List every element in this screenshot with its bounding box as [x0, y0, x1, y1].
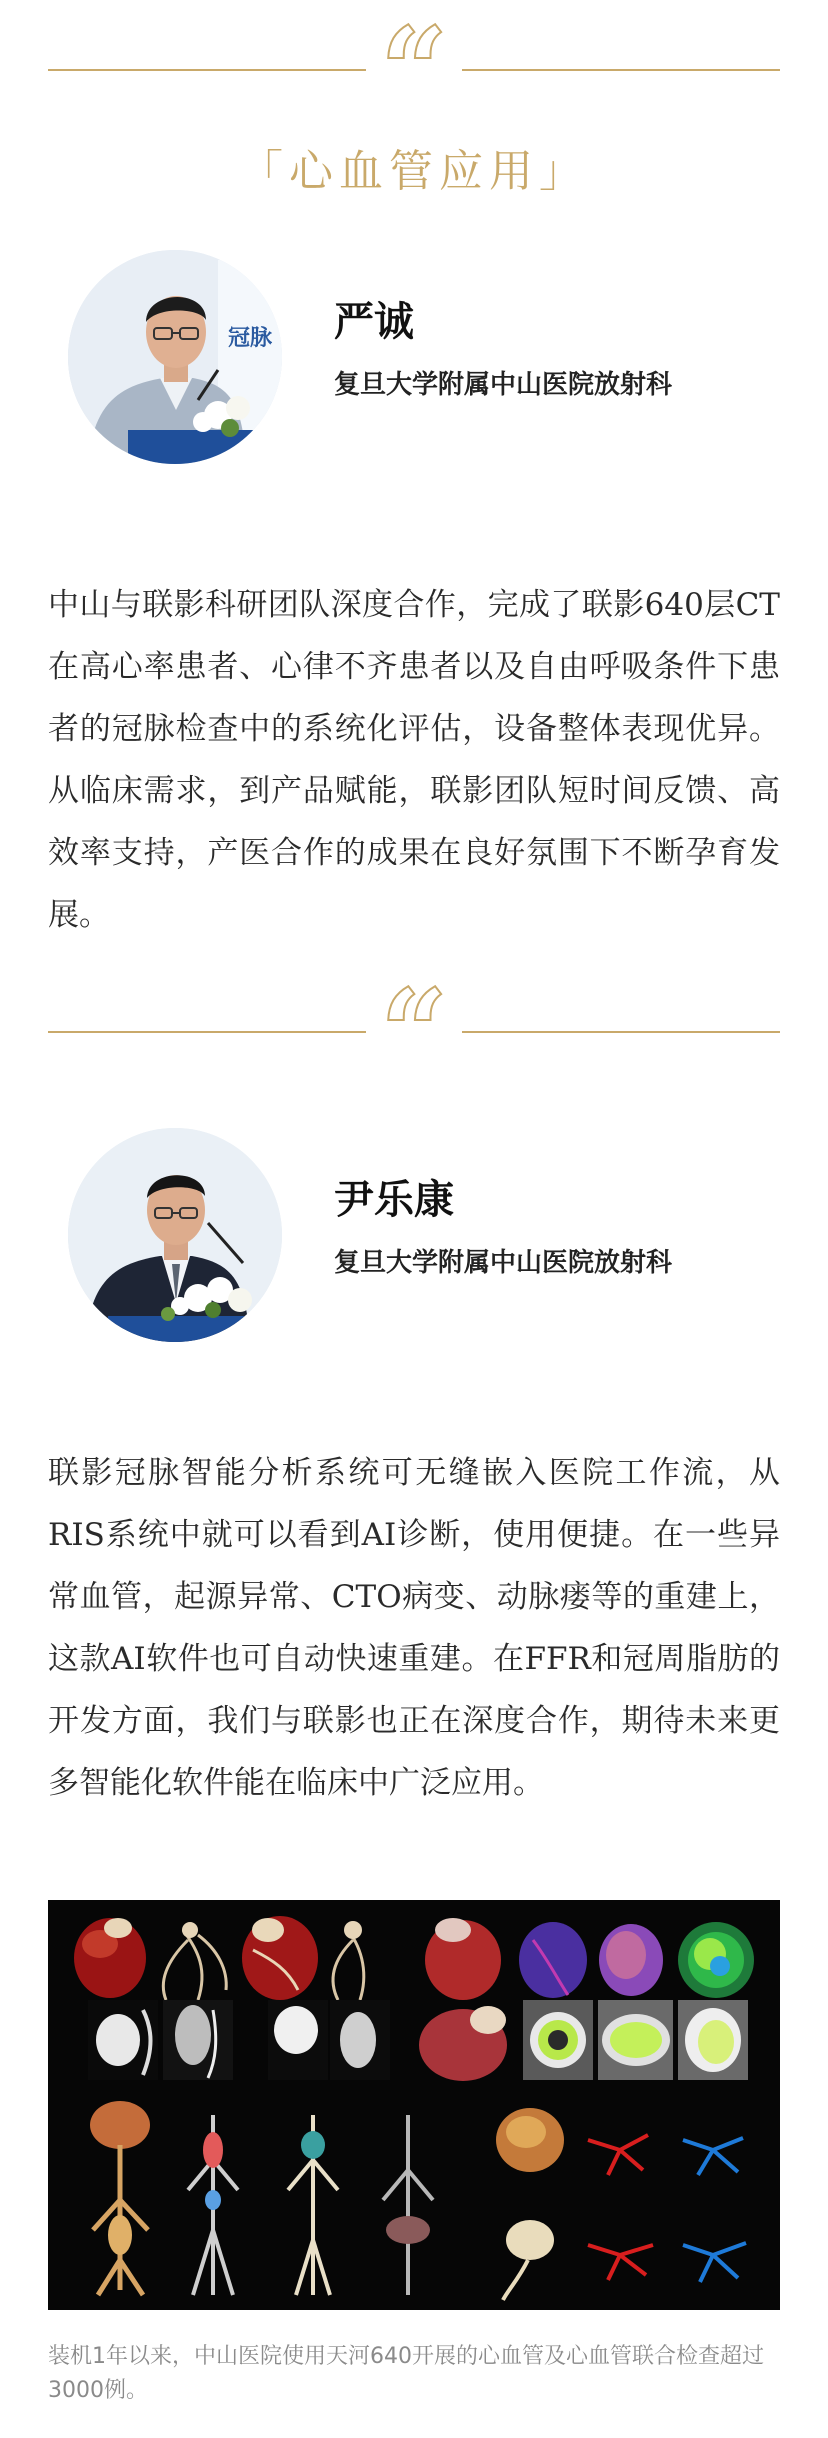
speaker-name: 严诚 — [334, 298, 414, 345]
figure-caption: 装机1年以来，中山医院使用天河640开展的心血管及心血管联合检查超过3000例。 — [48, 2344, 764, 2403]
aorta-vr-image — [288, 2115, 338, 2295]
myocardium-slice-image — [678, 2000, 748, 2080]
heart-vr-image — [242, 1916, 318, 2000]
myocardium-slice-image — [523, 2000, 593, 2080]
speaker-card-2 — [68, 1128, 768, 1368]
speaker-card-1 — [68, 250, 768, 490]
quote-mark-icon: “ — [380, 1, 448, 140]
divider-line-right — [462, 69, 780, 71]
ct-image-collage — [48, 1900, 780, 2310]
ct-slice-image — [88, 2000, 158, 2080]
quote-divider-2 — [48, 963, 780, 1102]
speaker-quote-2: 联影冠脉智能分析系统可无缝嵌入医院工作流，从RIS系统中就可以看到AI诊断，使用便捷。在一些异常血管，起源异常、CTO病变、动脉瘘等的重建上，这款AI软件也可自动快速重建。在FFR和冠周脂肪的开发方面，我们与联影也正在深度合作，期待未来更多智能化软件能在临床中广泛应用。 — [48, 1455, 780, 1801]
heart-vr-image — [419, 2006, 507, 2081]
heart-vr-image — [425, 1918, 501, 2000]
aorta-vr-image — [90, 2101, 150, 2295]
avatar-speaker-1 — [68, 250, 282, 464]
speaker-affiliation: 复旦大学附属中山医院放射科 — [334, 370, 673, 400]
myocardium-slice-image — [598, 2000, 673, 2080]
coronary-tree-image — [588, 2135, 653, 2280]
coronary-tree-image — [163, 1922, 226, 2000]
speaker-affiliation: 复旦大学附属中山医院放射科 — [334, 1248, 673, 1278]
avatar-speaker-2 — [68, 1128, 282, 1342]
heart-vr-image — [74, 1918, 146, 1998]
heart-purple-image — [599, 1924, 663, 1996]
divider-line-left — [48, 1031, 366, 1033]
speaker-quote-1: 中山与联影科研团队深度合作，完成了联影640层CT在高心率患者、心律不齐患者以及自由呼吸条件下患者的冠脉检查中的系统化评估，设备整体表现优异。从临床需求，到产品赋能，联影团队短时间反馈、高效率支持，产医合作的成果在良好氛围下不断孕育发展。 — [48, 587, 780, 933]
divider-line-right — [462, 1031, 780, 1033]
aorta-mip-image — [188, 2115, 238, 2295]
coronary-tree-image — [683, 2138, 746, 2282]
coronary-tree-image — [333, 1921, 364, 2000]
perfusion-map-image — [678, 1922, 754, 1998]
section-title: 「心血管应用」 — [239, 146, 589, 197]
ct-slice-image — [268, 2000, 328, 2080]
quote-divider-1 — [48, 1, 780, 140]
speaker-name: 尹乐康 — [334, 1176, 454, 1223]
ct-slice-image — [330, 2000, 390, 2080]
aorta-mip-image — [383, 2115, 433, 2295]
backdrop-text: 冠脉 — [228, 326, 273, 351]
divider-line-left — [48, 69, 366, 71]
quote-mark-icon: “ — [380, 963, 448, 1102]
heart-vr-image — [496, 2108, 564, 2300]
ct-slice-image — [163, 2000, 233, 2080]
heart-purple-image — [519, 1922, 587, 1998]
